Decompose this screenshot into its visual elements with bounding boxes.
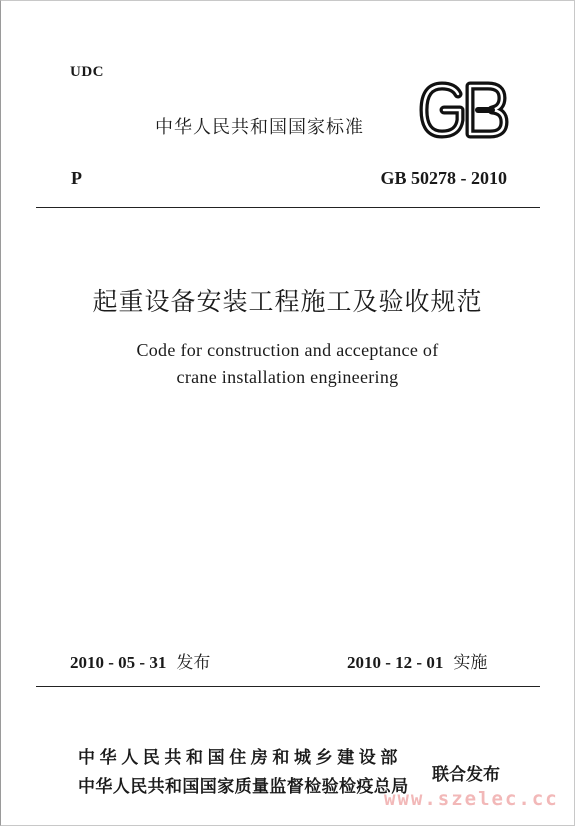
gb-logo — [418, 80, 510, 140]
implement-label: 实施 — [453, 653, 488, 673]
issue-date: 2010 - 05 - 31 — [70, 653, 167, 672]
issue-label: 发布 — [176, 653, 211, 673]
udc-label: UDC — [70, 64, 104, 80]
category-code: P — [71, 168, 82, 188]
top-divider — [36, 207, 540, 208]
title-english-line-1: Code for construction and acceptance of — [136, 340, 439, 360]
implement-date-block — [347, 648, 487, 673]
implement-date: 2010 - 12 - 01 — [347, 653, 444, 672]
bottom-divider — [36, 686, 540, 687]
gb-logo-text: GB — [464, 138, 466, 139]
joint-issue-label: 联合发布 — [432, 765, 500, 785]
title-english-line-2: crane installation engineering — [176, 367, 399, 387]
title-chinese: 起重设备安装工程施工及验收规范 — [92, 287, 483, 316]
watermark: www.szelec.cc — [384, 788, 559, 810]
issuer-line-1: 中华人民共和国住房和城乡建设部 — [78, 748, 402, 768]
issue-date-block — [70, 648, 210, 673]
issuer-line-2: 中华人民共和国国家质量监督检验检疫总局 — [78, 777, 409, 797]
national-standard-heading: 中华人民共和国国家标准 — [155, 117, 364, 138]
standard-number: GB 50278 - 2010 — [380, 168, 507, 188]
